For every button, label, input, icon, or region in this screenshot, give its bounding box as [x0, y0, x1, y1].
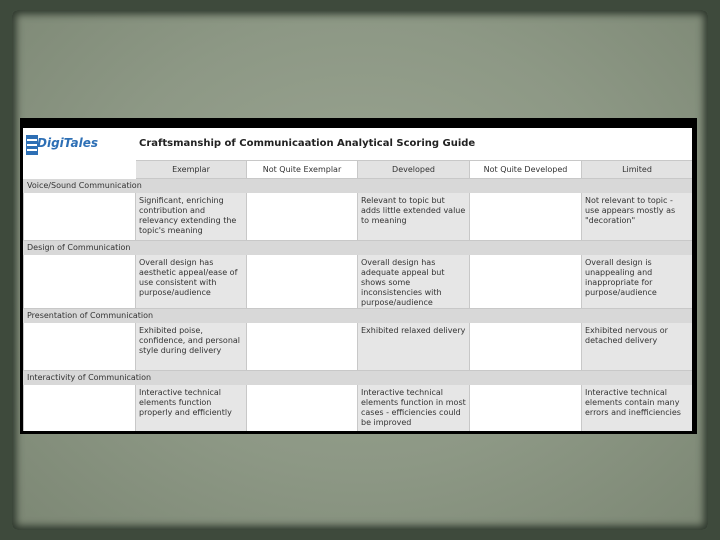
- criteria-cell: [470, 323, 582, 371]
- section-label: Voice/Sound Communication: [24, 179, 693, 193]
- row-stub: [24, 385, 136, 432]
- cell-text: [470, 323, 581, 326]
- criteria-row: [24, 323, 693, 371]
- cell-text: [247, 193, 357, 196]
- criteria-cell: [136, 255, 247, 309]
- logo-text: DigiTales: [37, 136, 99, 150]
- criteria-cell: [358, 385, 470, 432]
- section-row: [24, 179, 693, 193]
- criteria-cell: [470, 255, 582, 309]
- cell-text: Relevant to topic but adds little extended value to meaning: [361, 196, 466, 225]
- header-corner: [24, 161, 136, 179]
- criteria-cell: [247, 255, 358, 309]
- cell-text: Interactive technical elements function properly and efficiently: [139, 388, 232, 417]
- criteria-cell: [247, 385, 358, 432]
- rubric-image-frame: [20, 118, 697, 434]
- criteria-cell: [358, 255, 470, 309]
- column-header: Not Quite Developed: [470, 161, 582, 179]
- section-row: [24, 309, 693, 323]
- cell-text: Overall design is unappealing and inappropriate for purpose/audience: [585, 258, 657, 297]
- column-header: Limited: [582, 161, 693, 179]
- criteria-cell: [358, 193, 470, 241]
- criteria-row: [24, 255, 693, 309]
- criteria-cell: [247, 193, 358, 241]
- row-stub: [24, 323, 136, 371]
- cell-text: Significant, enriching contribution and relevancy extending the topic's meaning: [139, 196, 237, 235]
- digitales-logo: [26, 133, 99, 159]
- rubric-title: Craftsmanship of Communicaation Analytical Scoring Guide: [139, 138, 476, 149]
- criteria-row: [24, 193, 693, 241]
- cell-text: [470, 255, 581, 258]
- cell-text: Interactive technical elements contain many errors and inefficiencies: [585, 388, 681, 417]
- criteria-cell: [247, 323, 358, 371]
- cell-text: [470, 193, 581, 196]
- criteria-cell: [136, 323, 247, 371]
- section-label: Design of Communication: [24, 241, 693, 255]
- section-label: Presentation of Communication: [24, 309, 693, 323]
- section-row: [24, 371, 693, 385]
- criteria-cell: [582, 385, 693, 432]
- row-stub: [24, 193, 136, 241]
- criteria-row: [24, 385, 693, 432]
- cell-text: Exhibited poise, confidence, and personal style during delivery: [139, 326, 241, 355]
- cell-text: Overall design has aesthetic appeal/ease of use consistent with purpose/audience: [139, 258, 238, 297]
- cell-text: Overall design has adequate appeal but shows some inconsistencies with purpose/audience: [361, 258, 445, 307]
- cell-text: [470, 385, 581, 388]
- row-stub: [24, 255, 136, 309]
- cell-text: Interactive technical elements function in most cases - efficiencies could be improved: [361, 388, 466, 427]
- criteria-cell: [136, 193, 247, 241]
- column-header: Exemplar: [136, 161, 247, 179]
- cell-text: [247, 385, 357, 388]
- criteria-cell: [582, 255, 693, 309]
- cell-text: Exhibited relaxed delivery: [361, 326, 466, 335]
- criteria-cell: [136, 385, 247, 432]
- criteria-cell: [470, 385, 582, 432]
- column-header: Developed: [358, 161, 470, 179]
- cell-text: [247, 255, 357, 258]
- criteria-cell: [358, 323, 470, 371]
- criteria-cell: [582, 193, 693, 241]
- criteria-cell: [582, 323, 693, 371]
- section-label: Interactivity of Communication: [24, 371, 693, 385]
- column-header: Not Quite Exemplar: [247, 161, 358, 179]
- scoring-guide-table: [23, 160, 692, 431]
- section-row: [24, 241, 693, 255]
- criteria-cell: [470, 193, 582, 241]
- cell-text: Not relevant to topic - use appears mostly as "decoration": [585, 196, 676, 225]
- rubric-sheet: [23, 128, 692, 431]
- header-row: [24, 161, 693, 179]
- cell-text: [247, 323, 357, 326]
- cell-text: Exhibited nervous or detached delivery: [585, 326, 668, 345]
